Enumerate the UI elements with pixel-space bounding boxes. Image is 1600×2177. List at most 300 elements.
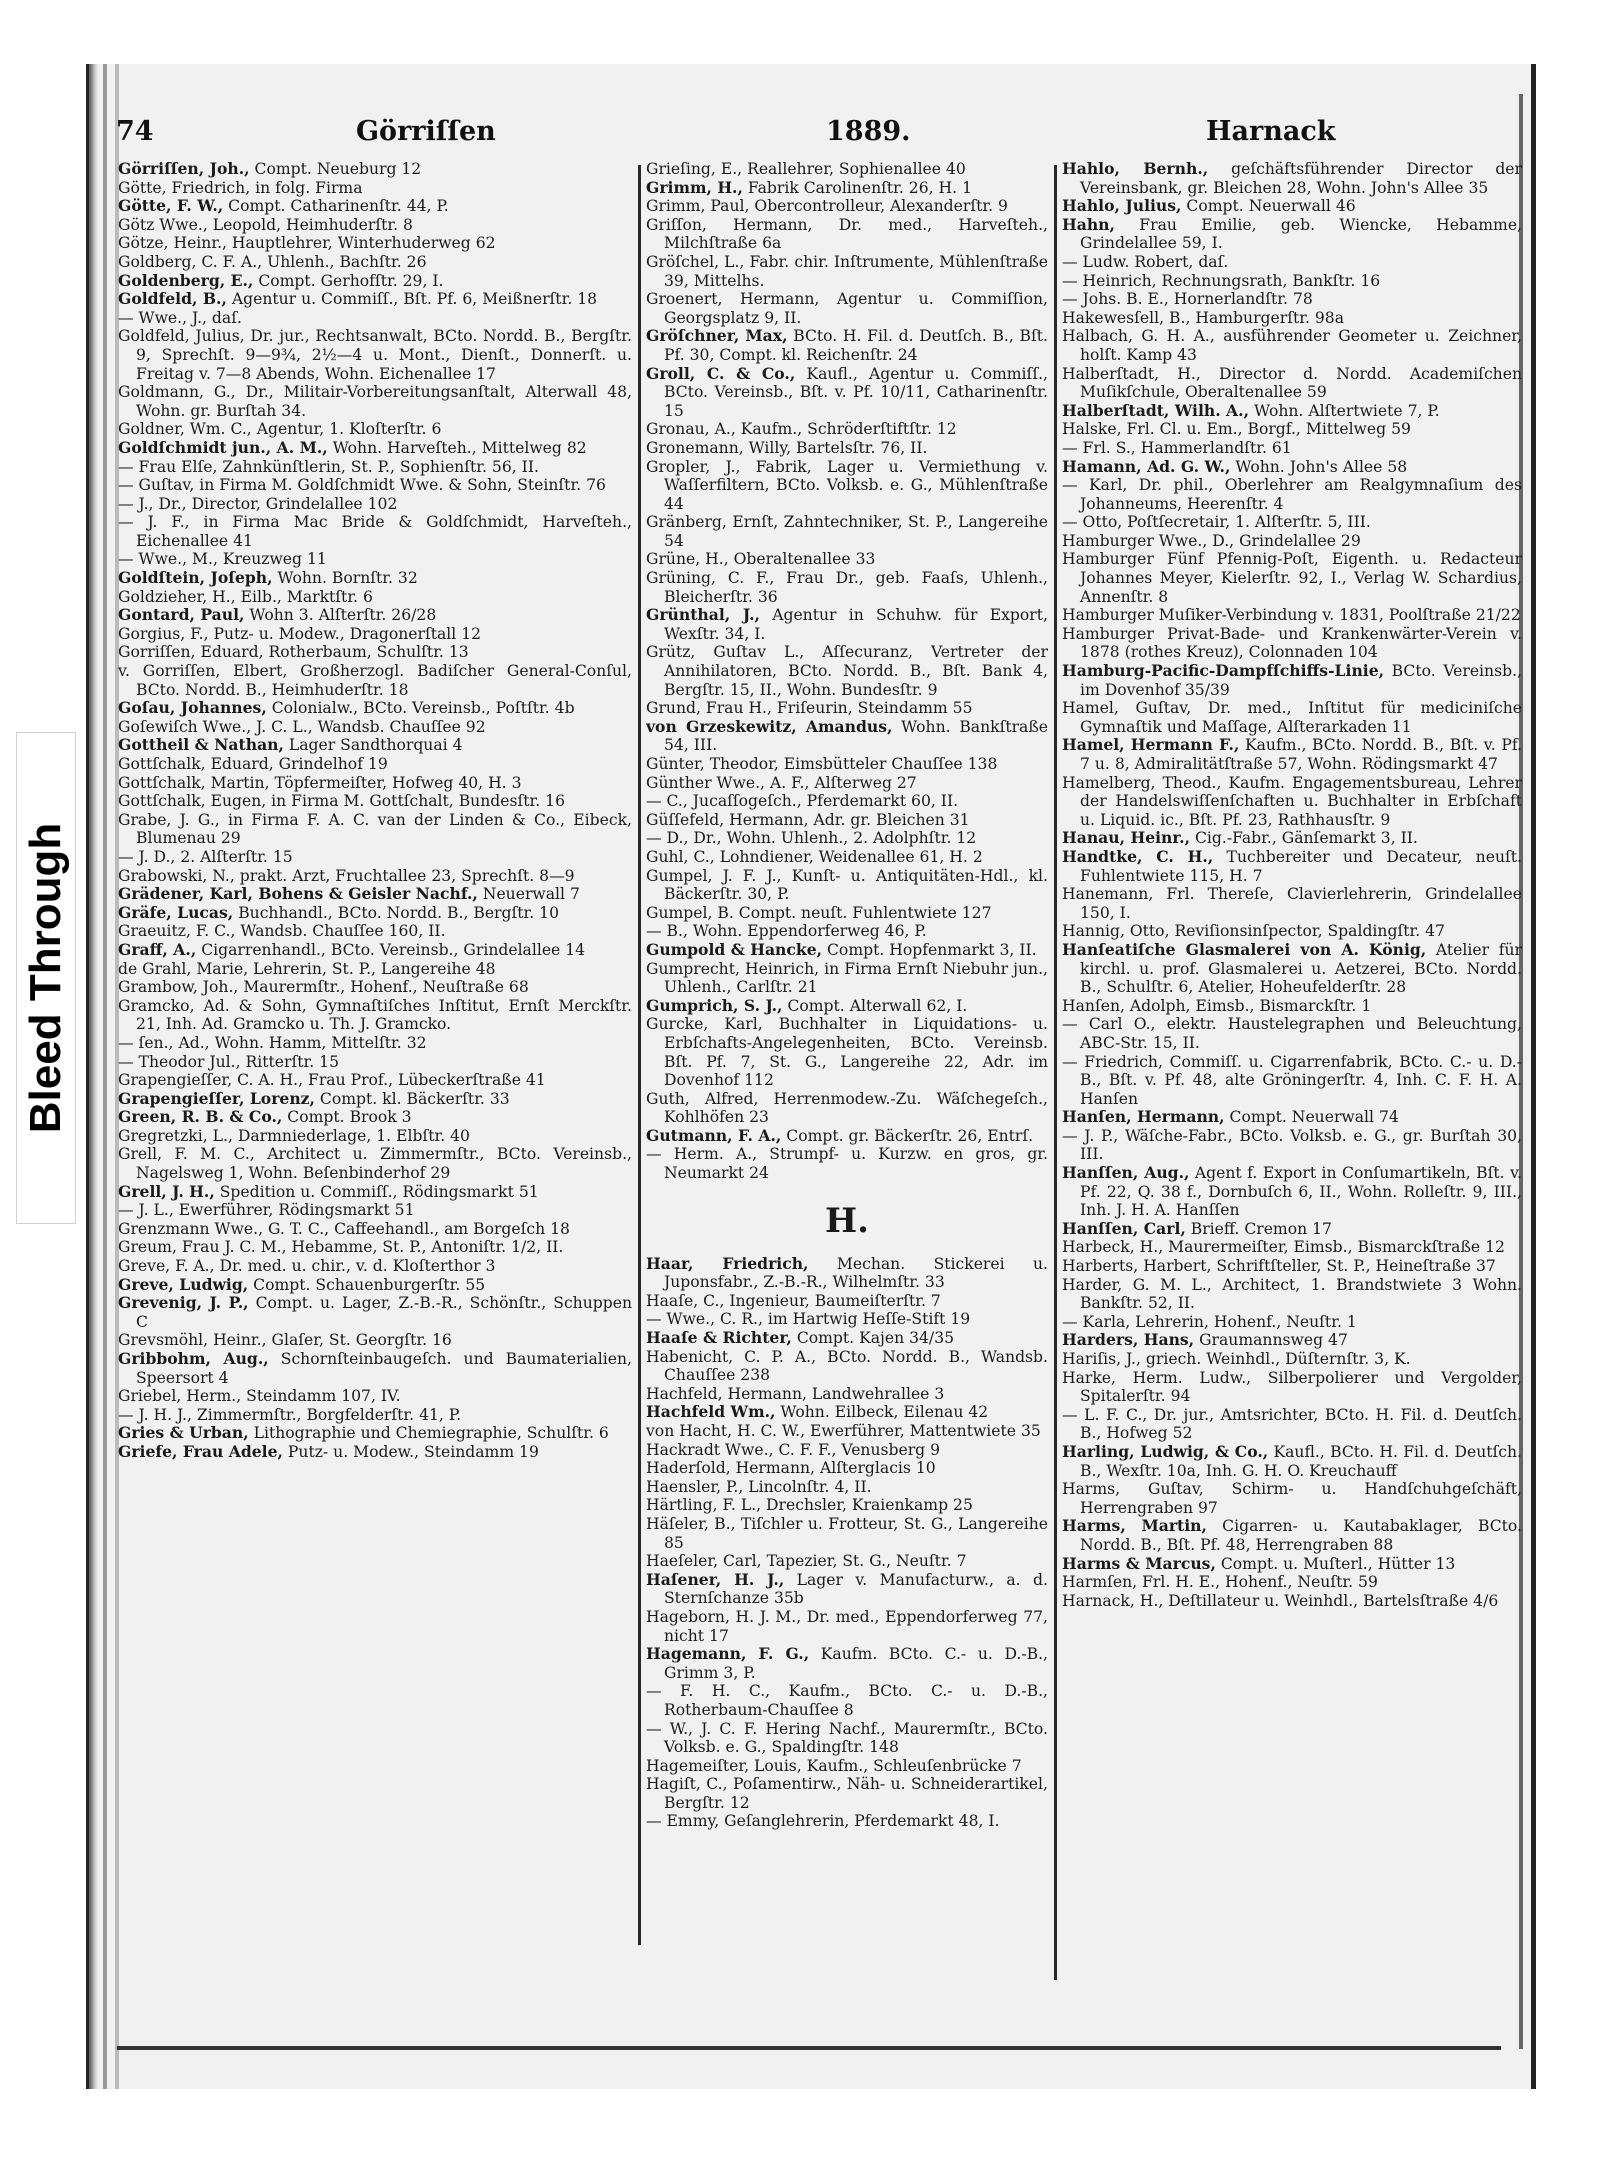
entry-details: v. Gorriſſen, Elbert, Großherzogl. Badiſcher General-Conſul, BCto. Nordd. B., Heimhuderſtr. 18: [118, 662, 632, 699]
entry-details: — Ludw. Robert, daſ.: [1062, 252, 1229, 271]
entry-name: Graff, A.,: [118, 939, 197, 959]
directory-entry: [646, 197, 1048, 216]
running-header: [116, 116, 1506, 156]
entry-details: — J. F., in Firma Mac Bride & Goldſchmidt, Harveſteh., Eichenallee 41: [118, 513, 632, 550]
entry-details: geſchäftsführender Director der Vereinsbank, gr. Bleichen 28, Wohn. John's Allee 35: [1080, 160, 1522, 197]
entry-details: Habenicht, C. P. A., BCto. Nordd. B., Wandsb. Chauſſee 238: [646, 1347, 1048, 1385]
directory-entry: [1062, 625, 1522, 662]
directory-entry: [1062, 365, 1522, 402]
entry-details: — Frau Elſe, Zahnkünſtlerin, St. P., Sophienſtr. 56, II.: [118, 457, 539, 476]
directory-entry: [646, 1329, 1048, 1348]
entry-details: Agent f. Export in Conſumartikeln, Bſt. v. Pf. 22, Q. 38 f., Dornbuſch 6, II., Wohn. Rolleſtr. 9, III., Inh. J. H. A. Hanſſen: [1080, 1164, 1522, 1220]
entry-details: Wohn. Alſtertwiete 7, P.: [1249, 401, 1440, 420]
entry-details: — Emmy, Geſanglehrerin, Pferdemarkt 48, I.: [646, 1812, 1000, 1831]
entry-details: Kaufm., BCto. Nordd. B., Bſt. v. Pf. 7 u. 8, Admiralitätſtraße 57, Wohn. Rödingsmarkt 47: [1080, 736, 1522, 773]
entry-details: — J. P., Wäſche-Fabr., BCto. Volksb. e. G., gr. Burſtah 30, III.: [1062, 1126, 1522, 1164]
directory-entry: [1062, 922, 1522, 941]
directory-entry: [118, 290, 632, 309]
directory-entry: [118, 699, 632, 718]
entry-details: Colonialw., BCto. Vereinsb., Poſtſtr. 4b: [266, 699, 575, 718]
directory-entry: [646, 1441, 1048, 1460]
directory-entry: [646, 774, 1048, 793]
section-letter-heading: H.: [825, 1200, 869, 1241]
directory-entry: [646, 960, 1048, 997]
entry-details: Wohn. John's Allee 58: [1230, 457, 1408, 476]
entry-details: — C., Jucaſſogeſch., Pferdemarkt 60, II.: [646, 792, 959, 811]
entry-details: Hamelberg, Theod., Kaufm. Engagementsbureau, Lehrer der Handelswiſſenſchaften u. Buchhalter in Erbſchaft u. Liquid. ic., Bſt. Pf. 23, Rathhausſtr. 9: [1062, 773, 1522, 829]
entry-name: Haar, Friedrich,: [646, 1253, 809, 1273]
entry-details: Putz- u. Modew., Steindamm 19: [282, 1442, 539, 1461]
entry-name: Gumprich, S. J.,: [646, 995, 783, 1015]
directory-entry: [1062, 1517, 1522, 1554]
directory-entry: [1062, 1331, 1522, 1350]
directory-entry: [1062, 997, 1522, 1016]
entry-name: Hachfeld Wm.,: [646, 1402, 776, 1422]
entry-details: — Wwe., J., daſ.: [118, 308, 242, 327]
directory-entry: [1062, 532, 1522, 551]
directory-entry: [646, 1310, 1048, 1329]
entry-details: Buchhandl., BCto. Nordd. B., Bergſtr. 10: [233, 903, 560, 922]
directory-entry: [646, 420, 1048, 439]
entry-name: Goſau, Johannes,: [118, 698, 267, 718]
directory-entry: [118, 1424, 632, 1443]
entry-details: BCto. Vereinsb., im Dovenhof 35/39: [1080, 662, 1522, 699]
entry-details: Halberſtadt, H., Director d. Nordd. Academiſchen Muſikſchule, Oberaltenallee 59: [1062, 364, 1522, 402]
entry-details: Grenzmann Wwe., G. T. C., Caffeehandl., am Borgeſch 18: [118, 1219, 570, 1238]
directory-entry: [646, 1757, 1048, 1776]
entry-details: Goldfeld, Julius, Dr. jur., Rechtsanwalt, BCto. Nordd. B., Bergſtr. 9, Sprechſt. 9—9¾, 2½—4 u. Mont., Dienſt., Donnerſt. u. Freitag v. 7—8 Abends, Wohn. Eichenallee 17: [118, 327, 632, 383]
directory-entry: [1062, 458, 1522, 477]
entry-details: Härtling, F. L., Drechsler, Kraienkamp 25: [646, 1496, 973, 1515]
entry-details: Guhl, C., Lohndiener, Weidenallee 61, H. 2: [646, 847, 983, 866]
entry-details: — J. L., Ewerführer, Rödingsmarkt 51: [118, 1201, 415, 1220]
directory-entry: [646, 1015, 1048, 1089]
entry-details: Hackradt Wwe., C. F. F., Venusberg 9: [646, 1440, 941, 1459]
directory-entry: [646, 867, 1048, 904]
directory-entry: [118, 922, 632, 941]
directory-entry: [646, 1478, 1048, 1497]
directory-entry: [1062, 476, 1522, 513]
entry-details: — ſen., Ad., Wohn. Hamm, Mittelſtr. 32: [118, 1033, 427, 1052]
entry-name: Görriſſen, Joh.,: [118, 160, 250, 178]
entry-details: Günter, Theodor, Eimsbütteler Chauſſee 138: [646, 755, 998, 773]
entry-details: Compt. u. Muſterl., Hütter 13: [1215, 1554, 1456, 1573]
entry-name: Harling, Ludwig, & Co.,: [1062, 1441, 1269, 1461]
directory-entry: [118, 550, 632, 569]
entry-name: Hanſſen, Aug.,: [1062, 1163, 1190, 1183]
directory-entry: [646, 792, 1048, 811]
entry-name: Harms & Marcus,: [1062, 1553, 1216, 1573]
entry-details: Hannig, Otto, Reviſionsinſpector, Spaldingſtr. 47: [1062, 922, 1445, 941]
directory-entry: [646, 458, 1048, 514]
entry-details: Graumannsweg 47: [1194, 1331, 1348, 1350]
entry-details: Gramcko, Ad. & Sohn, Gymnaſtiſches Inſtitut, Ernſt Merckſtr. 21, Inh. Ad. Gramcko u. Th. J. Gramcko.: [118, 996, 632, 1034]
entry-details: Grimm, Paul, Obercontrolleur, Alexanderſtr. 9: [646, 197, 1008, 216]
directory-entry: [1062, 1573, 1522, 1592]
entry-name: Grapengieſſer, Lorenz,: [118, 1088, 315, 1108]
entry-details: Gorriſſen, Eduard, Rotherbaum, Schulſtr. 13: [118, 643, 469, 662]
directory-entry: [1062, 1406, 1522, 1443]
entry-details: Groenert, Hermann, Agentur u. Commiſſion, Georgsplatz 9, II.: [646, 290, 1048, 327]
entry-details: Graeuitz, F. C., Wandsb. Chauſſee 160, II.: [118, 922, 446, 941]
entry-details: Gröſchel, L., Fabr. chir. Inſtrumente, Mühlenſtraße 39, Mittelhs.: [646, 252, 1048, 290]
entry-details: — Theodor Jul., Ritterſtr. 15: [118, 1052, 340, 1071]
entry-name: Harders, Hans,: [1062, 1330, 1195, 1350]
entry-name: Hanſſen, Carl,: [1062, 1218, 1186, 1238]
entry-name: Hamann, Ad. G. W.,: [1062, 456, 1231, 476]
directory-entry: [646, 216, 1048, 253]
entry-details: Harbeck, H., Maurermeiſter, Eimsb., Bismarckſtraße 12: [1062, 1238, 1505, 1257]
directory-entry: [118, 1183, 632, 1202]
entry-details: Compt. u. Lager, Z.-B.-R., Schönſtr., Schuppen C: [136, 1294, 632, 1331]
directory-entry: [646, 253, 1048, 290]
entry-details: — F. H. C., Kaufm., BCto. C.- u. D.-B., Rotherbaum-Chauſſee 8: [646, 1682, 1048, 1719]
entry-name: Hahlo, Bernh.,: [1062, 160, 1209, 178]
entry-details: Grapengieſſer, C. A. H., Frau Prof., Lübeckerſtraße 41: [118, 1071, 546, 1090]
directory-entry: [118, 1034, 632, 1053]
entry-details: Cigarrenhandl., BCto. Vereinsb., Grindelallee 14: [196, 940, 586, 959]
entry-details: Hamburger Wwe., D., Grindelallee 29: [1062, 531, 1361, 550]
entry-details: Compt. Neueburg 12: [249, 160, 422, 178]
entry-name: Gröſchner, Max,: [646, 326, 788, 346]
entry-details: — Friedrich, Commiſſ. u. Cigarrenfabrik, BCto. C.- u. D.-B., Bſt. v. Pf. 48, alte Gröningerſtr. 4, Inh. C. F. H. A. Hanſen: [1062, 1052, 1522, 1108]
entry-details: — Johs. B. E., Hornerlandſtr. 78: [1062, 290, 1313, 309]
directory-entry: [118, 755, 632, 774]
bleed-through-stamp: [16, 732, 76, 1224]
directory-entry: [118, 179, 632, 198]
entry-name: von Grzeskewitz, Amandus,: [646, 716, 893, 736]
directory-entry: [646, 1812, 1048, 1831]
entry-details: Guth, Alfred, Herrenmodew.-Zu. Wäſchegeſch., Kohlhöfen 23: [646, 1089, 1048, 1127]
directory-entry: [118, 588, 632, 607]
directory-entry: [646, 718, 1048, 755]
entry-details: Compt. gr. Bäckerſtr. 26, Entrſ.: [781, 1126, 1034, 1145]
directory-entry: [646, 327, 1048, 364]
directory-entry: [646, 829, 1048, 848]
entry-details: Hagiſt, C., Poſamentirw., Näh- u. Schneiderartikel, Bergſtr. 12: [646, 1775, 1048, 1812]
directory-entry: [1062, 774, 1522, 830]
entry-details: Compt. Alterwall 62, I.: [782, 996, 968, 1015]
entry-name: Gumpold & Hancke,: [646, 939, 823, 959]
directory-entry: [1062, 1127, 1522, 1164]
entry-details: Gottſchalk, Eugen, in Firma M. Gottſchalt, Bundesſtr. 16: [118, 792, 566, 811]
directory-entry: [646, 1403, 1048, 1422]
entry-name: Green, R. B. & Co.,: [118, 1107, 283, 1127]
entry-details: Kaufl., BCto. H. Fil. d. Deutſch. B., Wexſtr. 10a, Inh. G. H. O. Kreuchauff: [1080, 1442, 1522, 1480]
entry-name: Goldenberg, E.,: [118, 270, 254, 290]
entry-details: Compt. kl. Bäckerſtr. 33: [314, 1089, 510, 1108]
entry-name: Grädener, Karl, Bohens & Geisler Nachf.,: [118, 884, 478, 904]
directory-entry: [118, 476, 632, 495]
entry-details: Compt. Brook 3: [282, 1108, 412, 1127]
directory-entry: [1062, 1443, 1522, 1480]
entry-details: Gorgius, F., Putz- u. Modew., Dragonerſtall 12: [118, 624, 482, 643]
entry-name: Handtke, C. H.,: [1062, 846, 1214, 866]
directory-entry: [118, 1443, 632, 1462]
entry-name: Gottheil & Nathan,: [118, 735, 284, 755]
directory-entry: [118, 867, 632, 886]
entry-details: Brieff. Cremon 17: [1185, 1219, 1332, 1238]
entry-details: Gumprecht, Heinrich, in Firma Ernſt Niebuhr jun., Uhlenh., Carlſtr. 21: [646, 959, 1048, 997]
entry-details: Goldmann, G., Dr., Militair-Vorbereitungsanſtalt, Alterwall 48, Wohn. gr. Burſtah 34.: [118, 383, 632, 420]
directory-entry: [118, 1071, 632, 1090]
directory-entry: [646, 904, 1048, 923]
bleed-through-label: Bleed Through: [21, 822, 70, 1134]
directory-entry: [1062, 439, 1522, 458]
entry-details: Compt. Gerhofſtr. 29, I.: [253, 271, 444, 290]
entry-details: Häſeler, B., Tiſchler u. Frotteur, St. G., Langereihe 85: [646, 1514, 1048, 1552]
entry-details: Grabowski, N., prakt. Arzt, Fruchtallee 23, Sprechſt. 8—9: [118, 866, 575, 885]
entry-name: Hamburg-Pacific-Dampfſchiffs-Linie,: [1062, 661, 1385, 681]
entry-details: Götze, Heinr., Hauptlehrer, Winterhuderweg 62: [118, 234, 496, 253]
entry-details: Hamburger Privat-Bade- und Krankenwärter-Verein v. 1878 (rothes Kreuz), Colonnaden 104: [1062, 624, 1522, 662]
directory-entry: [646, 1422, 1048, 1441]
entry-details: Compt. Kajen 34/35: [791, 1329, 955, 1348]
entry-details: — Karla, Lehrerin, Hohenf., Neuſtr. 1: [1062, 1312, 1357, 1331]
entry-details: — J., Dr., Director, Grindelallee 102: [118, 494, 398, 513]
directory-entry: [1062, 1257, 1522, 1276]
entry-details: Grell, F. M. C., Architect u. Zimmermſtr., BCto. Vereinsb., Nagelsweg 1, Wohn. Beſenbinderhof 29: [118, 1145, 632, 1183]
directory-entry: [1062, 1350, 1522, 1369]
directory-entry: [646, 1385, 1048, 1404]
directory-entry: [118, 625, 632, 644]
directory-entry: [1062, 1108, 1522, 1127]
directory-entry: [646, 811, 1048, 830]
entry-details: Harnack, H., Deſtillateur u. Weinhdl., Bartelsſtraße 4/6: [1062, 1591, 1499, 1610]
directory-entry: [118, 1108, 632, 1127]
directory-entry: [646, 1515, 1048, 1552]
directory-entry: [118, 253, 632, 272]
directory-entry: [646, 1571, 1048, 1608]
directory-entry: [646, 1720, 1048, 1757]
entry-details: Lithographie und Chemiegraphie, Schulſtr. 6: [248, 1424, 609, 1443]
directory-entry: [118, 216, 632, 235]
directory-entry: [646, 290, 1048, 327]
directory-entry: [118, 309, 632, 328]
directory-entry: [118, 885, 632, 904]
entry-details: Compt. Catharinenſtr. 44, P.: [223, 197, 449, 216]
entry-details: Hageborn, H. J. M., Dr. med., Eppendorferweg 77, nicht 17: [646, 1607, 1048, 1645]
directory-entry: [646, 1608, 1048, 1645]
directory-entry: [646, 1775, 1048, 1812]
entry-details: — D., Dr., Wohn. Uhlenh., 2. Adolphſtr. 12: [646, 829, 977, 848]
entry-details: — Herm. A., Strumpf- u. Kurzw. en gros, gr. Neumarkt 24: [646, 1145, 1048, 1183]
directory-entry: [1062, 327, 1522, 364]
entry-details: Cig.-Fabr., Gänſemarkt 3, II.: [1190, 829, 1418, 848]
entry-details: de Grahl, Marie, Lehrerin, St. P., Langereihe 48: [118, 959, 496, 978]
directory-entry: [1062, 1053, 1522, 1109]
directory-entry: [646, 513, 1048, 550]
directory-entry: [1062, 253, 1522, 272]
entry-details: Haeſeler, Carl, Tapezier, St. G., Neuſtr. 7: [646, 1552, 967, 1571]
left-catchword: Görriſſen: [356, 116, 496, 147]
entry-name: Hanſen, Hermann,: [1062, 1107, 1225, 1127]
entry-details: — Carl O., elektr. Haustelegraphen und Beleuchtung, ABC-Str. 15, II.: [1062, 1015, 1522, 1052]
entry-details: Goſewiſch Wwe., J. C. L., Wandsb. Chauſſee 92: [118, 717, 486, 736]
directory-entry: [118, 327, 632, 383]
directory-entry: [646, 179, 1048, 198]
entry-details: von Hacht, H. C. W., Ewerführer, Mattentwiete 35: [646, 1422, 1041, 1440]
directory-entry: [1062, 1592, 1522, 1611]
entry-name: Haſener, H. J.,: [646, 1569, 785, 1589]
directory-entry: [646, 1645, 1048, 1682]
directory-entry: [646, 1127, 1048, 1146]
directory-entry: [1062, 1480, 1522, 1517]
entry-details: — Wwe., C. R., im Hartwig Heſſe-Stift 19: [646, 1310, 971, 1329]
entry-details: Goldzieher, H., Eilb., Marktſtr. 6: [118, 587, 373, 606]
entry-details: Hamel, Guſtav, Dr. med., Inſtitut für mediciniſche Gymnaſtik und Maſſage, Alſterarkaden 11: [1062, 699, 1522, 736]
entry-name: Hamel, Hermann F.,: [1062, 735, 1240, 755]
directory-entry: [646, 643, 1048, 699]
entry-details: Compt. Hopfenmarkt 3, II.: [822, 940, 1037, 959]
directory-entry: [118, 662, 632, 699]
entry-name: Halberſtadt, Wilh. A.,: [1062, 400, 1250, 420]
entry-details: — W., J. C. F. Hering Nachf., Maurermſtr., BCto. Volksb. e. G., Spaldingſtr. 148: [646, 1719, 1048, 1757]
entry-details: Grabe, J. G., in Firma F. A. C. van der Linden & Co., Eibeck, Blumenau 29: [118, 810, 632, 848]
entry-details: — J. H. J., Zimmermſtr., Borgfelderſtr. 41, P.: [118, 1405, 462, 1424]
directory-entry: [646, 439, 1048, 458]
directory-entry: [118, 736, 632, 755]
entry-name: Grevenig, J. P.,: [118, 1293, 249, 1313]
directory-entry: [118, 960, 632, 979]
directory-entry: [646, 997, 1048, 1016]
directory-entry: [1062, 736, 1522, 773]
directory-entry: [646, 160, 1048, 179]
entry-details: — Karl, Dr. phil., Oberlehrer am Realgymnaſium des Johanneums, Heerenſtr. 4: [1062, 476, 1522, 513]
page-number: 74: [116, 116, 154, 147]
directory-entry: [1062, 699, 1522, 736]
directory-entry: [1062, 829, 1522, 848]
directory-entry: [118, 792, 632, 811]
directory-entry: [1062, 402, 1522, 421]
directory-entry: [118, 1201, 632, 1220]
entry-details: — L. F. C., Dr. jur., Amtsrichter, BCto. H. Fil. d. Deutſch. B., Hofweg 52: [1062, 1405, 1522, 1443]
directory-entry: [118, 1127, 632, 1146]
directory-entry: [118, 941, 632, 960]
directory-entry: [646, 941, 1048, 960]
directory-entry: [118, 1145, 632, 1182]
entry-details: — Frl. S., Hammerlandſtr. 61: [1062, 438, 1292, 457]
entry-details: Günther Wwe., A. F., Alſterweg 27: [646, 773, 917, 792]
entry-details: Goldberg, C. F. A., Uhlenh., Bachſtr. 26: [118, 252, 427, 271]
directory-entry: [1062, 1555, 1522, 1574]
entry-name: Götte, F. W.,: [118, 196, 224, 216]
entry-details: Gränberg, Ernſt, Zahntechniker, St. P., Langereihe 54: [646, 513, 1048, 550]
entry-details: Gottſchalk, Martin, Töpfermeiſter, Hofweg 40, H. 3: [118, 773, 522, 792]
entry-details: Hariſis, J., griech. Weinhdl., Düſternſtr. 3, K.: [1062, 1350, 1411, 1368]
directory-entry: [118, 978, 632, 997]
entry-details: Greve, F. A., Dr. med. u. chir., v. d. Kloſterthor 3: [118, 1257, 496, 1276]
entry-details: Lager Sandthorquai 4: [283, 736, 463, 755]
entry-details: Compt. Neuerwall 74: [1224, 1108, 1399, 1127]
directory-entry: [118, 643, 632, 662]
entry-details: — B., Wohn. Eppendorferweg 46, P.: [646, 922, 927, 941]
entry-details: Grüning, C. F., Frau Dr., geb. Faaſs, Uhlenh., Bleicherſtr. 36: [646, 569, 1048, 606]
entry-details: Harberts, Harbert, Schriftſteller, St. P., Heineſtraße 37: [1062, 1257, 1496, 1276]
directory-entry: [646, 1292, 1048, 1311]
entry-details: Tuchbereiter und Decateur, neuſt. Fuhlentwiete 115, H. 7: [1080, 847, 1522, 885]
entry-name: Groll, C. & Co.,: [646, 363, 796, 383]
entry-details: Schornſteinbaugeſch. und Baumaterialien, Speersort 4: [136, 1350, 632, 1387]
entry-details: Güſſefeld, Hermann, Adr. gr. Bleichen 31: [646, 810, 970, 829]
entry-details: — J. D., 2. Alſterſtr. 15: [118, 847, 293, 866]
entry-name: Grell, J. H.,: [118, 1181, 215, 1201]
directory-entry: [646, 606, 1048, 643]
page-stack-edge: [103, 64, 107, 2089]
directory-entry: [118, 160, 632, 179]
directory-entry: [118, 904, 632, 923]
directory-entry: [1062, 309, 1522, 328]
entry-name: Grimm, H.,: [646, 177, 743, 197]
entry-details: Harder, G. M. L., Architect, 1. Brandstwiete 3 Wohn. Bankſtr. 52, II.: [1062, 1275, 1522, 1313]
directory-entry: [1062, 160, 1522, 197]
entry-details: Grieſing, E., Reallehrer, Sophienallee 40: [646, 160, 966, 178]
entry-details: Götte, Friedrich, in folg. Firma: [118, 178, 363, 197]
entry-name: Hanſeatiſche Glasmalerei von A. König,: [1062, 939, 1427, 959]
directory-entry: [118, 1238, 632, 1257]
directory-entry: [118, 997, 632, 1034]
entry-name: Goldſtein, Joſeph,: [118, 568, 273, 588]
entry-details: Hagemeiſter, Louis, Kaufm., Schleuſenbrücke 7: [646, 1756, 1022, 1775]
directory-entry: [118, 811, 632, 848]
entry-details: Griebel, Herm., Steindamm 107, IV.: [118, 1387, 401, 1406]
entry-details: Mechan. Stickerei u. Juponsfabr., Z.-B.-R., Wilhelmſtr. 33: [664, 1254, 1048, 1292]
entry-name: Greve, Ludwig,: [118, 1274, 249, 1294]
entry-name: Gribbohm, Aug.,: [118, 1349, 269, 1368]
directory-entry: [118, 197, 632, 216]
directory-entry: [1062, 941, 1522, 997]
directory-entry: [646, 1090, 1048, 1127]
directory-entry: [118, 1053, 632, 1072]
entry-details: Haensler, P., Lincolnſtr. 4, II.: [646, 1477, 872, 1496]
directory-entry: [1062, 1015, 1522, 1052]
entry-details: Wohn. Bankſtraße 54, III.: [664, 717, 1048, 755]
entry-details: Haderſold, Hermann, Alſterglacis 10: [646, 1459, 936, 1478]
directory-entry: [1062, 216, 1522, 253]
entry-details: — Wwe., M., Kreuzweg 11: [118, 550, 327, 569]
directory-entry: [646, 755, 1048, 774]
directory-entry: [1062, 272, 1522, 291]
directory-entry: [118, 1257, 632, 1276]
entry-details: Grütz, Guſtav L., Aſſecuranz, Vertreter der Annihilatoren, BCto. Nordd. B., Bſt. Bank 4, Bergſtr. 15, II., Wohn. Bundesſtr. 9: [646, 643, 1048, 699]
column-rule: [638, 165, 641, 1945]
entry-details: Fabrik Carolinenſtr. 26, H. 1: [742, 178, 972, 197]
directory-entry: [118, 1220, 632, 1239]
entry-details: Grund, Frau H., Friſeurin, Steindamm 55: [646, 699, 973, 718]
entry-details: Grevsmöhl, Heinr., Glaſer, St. Georgſtr. 16: [118, 1331, 452, 1350]
entry-details: Wohn. Harveſteh., Mittelweg 82: [327, 438, 587, 457]
directory-entry: [1062, 848, 1522, 885]
entry-name: Harms, Martin,: [1062, 1516, 1207, 1536]
directory-entry: [118, 569, 632, 588]
directory-entry: [118, 718, 632, 737]
entry-details: Wohn. Eilbeck, Eilenau 42: [775, 1403, 989, 1422]
entry-details: Compt. Schauenburgerſtr. 55: [248, 1275, 486, 1294]
directory-entry: [118, 1406, 632, 1425]
directory-entry: [1062, 1238, 1522, 1257]
directory-column-2: [646, 160, 1048, 1970]
entry-details: Hamburger Fünf Pfennig-Poſt, Eigenth. u. Redacteur Johannes Meyer, Kielerſtr. 92, I., Verlag W. Schardius, Annenſtr. 8: [1062, 550, 1522, 606]
entry-details: Kaufm. BCto. C.- u. D.-B., Grimm 3, P.: [664, 1645, 1048, 1682]
entry-details: Hanemann, Frl. Thereſe, Clavierlehrerin, Grindelallee 150, I.: [1062, 885, 1522, 922]
directory-entry: [646, 699, 1048, 718]
entry-name: Gutmann, F. A.,: [646, 1125, 782, 1145]
directory-entry: [646, 569, 1048, 606]
entry-details: Kaufl., Agentur u. Commiſſ., BCto. Vereinsb., Bſt. v. Pf. 10/11, Catharinenſtr. 15: [664, 364, 1048, 420]
entry-details: — Heinrich, Rechnungsrath, Bankſtr. 16: [1062, 271, 1381, 290]
directory-entry: [118, 439, 632, 458]
entry-details: Gregretzki, L., Darmniederlage, 1. Elbſtr. 40: [118, 1126, 470, 1145]
